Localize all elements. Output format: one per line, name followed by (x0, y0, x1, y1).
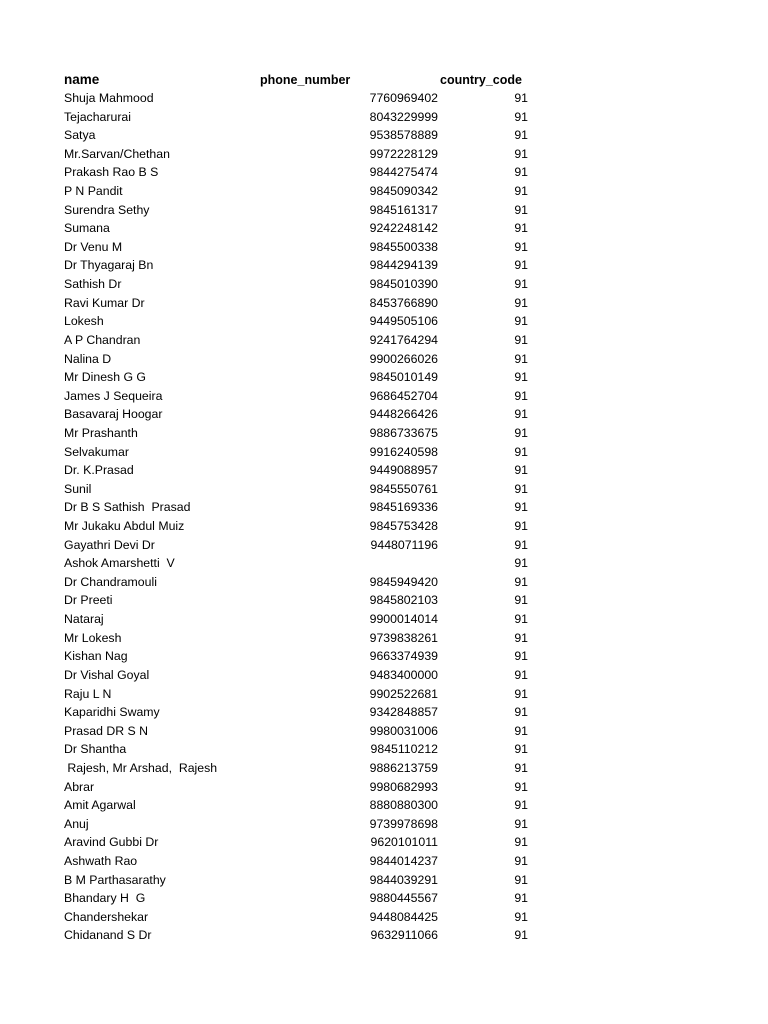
cell-country-code: 91 (514, 779, 528, 794)
table-row (0, 331, 768, 350)
cell-name: Mr Prashanth (64, 425, 138, 440)
cell-phone-number: 9448266426 (369, 407, 438, 422)
cell-name: Gayathri Devi Dr (64, 537, 155, 552)
cell-country-code: 91 (514, 556, 528, 571)
table-row (0, 145, 768, 164)
cell-country-code: 91 (514, 91, 528, 105)
cell-country-code: 91 (514, 481, 528, 496)
cell-country-code: 91 (514, 388, 528, 403)
cell-phone-number: 9845753428 (369, 519, 438, 534)
cell-name: Dr Thyagaraj Bn (64, 258, 154, 273)
cell-phone-number: 9845500338 (369, 239, 438, 254)
column-header-country-code: country_code (440, 73, 522, 87)
cell-name: B M Parthasarathy (64, 872, 166, 887)
cell-phone-number: 9844039291 (369, 872, 438, 887)
cell-country-code: 91 (514, 928, 528, 943)
cell-country-code: 91 (514, 202, 528, 217)
cell-phone-number: 9886213759 (369, 760, 438, 775)
cell-name: Kishan Nag (64, 649, 128, 664)
cell-name: P N Pandit (64, 184, 123, 199)
cell-country-code: 91 (514, 705, 528, 720)
cell-phone-number: 9449088957 (369, 463, 438, 478)
cell-name: Satya (64, 128, 96, 143)
cell-name: Tejacharurai (64, 109, 131, 124)
table-row (0, 908, 768, 927)
cell-country-code: 91 (514, 798, 528, 813)
cell-phone-number: 8880880300 (369, 798, 438, 813)
cell-phone-number: 8453766890 (369, 295, 438, 310)
cell-name: Dr Vishal Goyal (64, 667, 150, 682)
cell-name: Sathish Dr (64, 277, 122, 292)
cell-phone-number: 9483400000 (369, 667, 438, 682)
table-row (0, 833, 768, 852)
cell-name: Amit Agarwal (64, 798, 136, 813)
table-row (0, 666, 768, 685)
table-row (0, 740, 768, 759)
cell-phone-number: 9845802103 (369, 593, 438, 608)
cell-name: Sumana (64, 221, 110, 236)
cell-name: James J Sequeira (64, 388, 163, 403)
cell-name: Prakash Rao B S (64, 165, 159, 180)
cell-name: Raju L N (64, 686, 112, 701)
cell-phone-number: 9448084425 (369, 909, 438, 924)
cell-phone-number: 9902522681 (369, 686, 438, 701)
table-row (0, 703, 768, 722)
cell-name: Prasad DR S N (64, 723, 149, 738)
cell-name: Nataraj (64, 612, 104, 627)
table-row (0, 201, 768, 220)
cell-country-code: 91 (514, 909, 528, 924)
cell-country-code: 91 (514, 351, 528, 366)
cell-name: Rajesh, Mr Arshad, Rajesh (64, 760, 218, 775)
cell-phone-number: 9844294139 (369, 258, 438, 273)
cell-country-code: 91 (514, 128, 528, 143)
cell-country-code: 91 (514, 760, 528, 775)
cell-country-code: 91 (514, 221, 528, 236)
cell-phone-number: 9449505106 (369, 314, 438, 329)
table-row (0, 256, 768, 275)
cell-name: Sunil (64, 481, 92, 496)
cell-name: Ashok Amarshetti V (64, 556, 175, 571)
table-row (0, 685, 768, 704)
cell-name: Mr Jukaku Abdul Muiz (64, 519, 185, 534)
cell-country-code: 91 (514, 537, 528, 552)
cell-country-code: 91 (514, 853, 528, 868)
cell-name: Dr Shantha (64, 742, 127, 757)
column-header-name: name (64, 72, 100, 87)
table-row (0, 852, 768, 871)
cell-country-code: 91 (514, 519, 528, 534)
table-row (0, 89, 768, 108)
table-row (0, 796, 768, 815)
table-row (0, 443, 768, 462)
table-row (0, 387, 768, 406)
cell-phone-number: 9739838261 (369, 630, 438, 645)
cell-name: Kaparidhi Swamy (64, 705, 160, 720)
table-row (0, 108, 768, 127)
cell-country-code: 91 (514, 165, 528, 180)
cell-country-code: 91 (514, 612, 528, 627)
cell-country-code: 91 (514, 146, 528, 161)
cell-phone-number: 9739978698 (369, 816, 438, 831)
cell-name: Nalina D (64, 351, 112, 366)
cell-country-code: 91 (514, 314, 528, 329)
table-row (0, 275, 768, 294)
table-row (0, 405, 768, 424)
cell-name: Anuj (64, 816, 89, 831)
cell-country-code: 91 (514, 295, 528, 310)
cell-phone-number: 9845010390 (369, 277, 438, 292)
table-row (0, 815, 768, 834)
table-row (0, 926, 768, 945)
table-row (0, 871, 768, 890)
cell-phone-number: 9845110212 (370, 742, 438, 757)
cell-phone-number: 9632911066 (370, 928, 438, 943)
cell-country-code: 91 (514, 332, 528, 347)
cell-name: Dr B S Sathish Prasad (64, 500, 191, 515)
cell-country-code: 91 (514, 649, 528, 664)
table-row (0, 424, 768, 443)
cell-name: Dr Preeti (64, 593, 113, 608)
table-row (0, 536, 768, 555)
cell-phone-number: 9900266026 (369, 351, 438, 366)
cell-phone-number: 9845169336 (369, 500, 438, 515)
cell-phone-number: 9845550761 (369, 481, 438, 496)
contacts-table-body (0, 89, 768, 945)
cell-phone-number: 9845161317 (369, 202, 438, 217)
table-row (0, 238, 768, 257)
cell-phone-number: 9980031006 (369, 723, 438, 738)
cell-country-code: 91 (514, 667, 528, 682)
table-row (0, 498, 768, 517)
cell-name: Abrar (64, 779, 95, 794)
table-row (0, 610, 768, 629)
table-row (0, 889, 768, 908)
cell-name: Chidanand S Dr (64, 928, 152, 943)
cell-country-code: 91 (514, 407, 528, 422)
cell-name: Aravind Gubbi Dr (64, 835, 159, 850)
cell-phone-number: 9916240598 (369, 444, 438, 459)
cell-phone-number: 9242248142 (369, 221, 438, 236)
table-row (0, 573, 768, 592)
table-row (0, 517, 768, 536)
table-row (0, 722, 768, 741)
table-row (0, 368, 768, 387)
cell-country-code: 91 (514, 277, 528, 292)
cell-name: Basavaraj Hoogar (64, 407, 163, 422)
cell-country-code: 91 (514, 109, 528, 124)
table-row (0, 554, 768, 573)
cell-name: Mr Lokesh (64, 630, 122, 645)
cell-name: Surendra Sethy (64, 202, 150, 217)
column-header-phone-number: phone_number (260, 73, 351, 87)
table-row (0, 480, 768, 499)
cell-country-code: 91 (514, 258, 528, 273)
cell-phone-number: 9972228129 (369, 146, 438, 161)
cell-name: Bhandary H G (64, 891, 146, 906)
cell-country-code: 91 (514, 872, 528, 887)
table-row (0, 163, 768, 182)
cell-phone-number: 9880445567 (369, 891, 438, 906)
table-row (0, 759, 768, 778)
cell-name: Selvakumar (64, 444, 129, 459)
cell-country-code: 91 (514, 742, 528, 757)
cell-phone-number: 9900014014 (369, 612, 438, 627)
table-row (0, 629, 768, 648)
cell-name: Chandershekar (64, 909, 149, 924)
cell-phone-number: 7760969402 (369, 91, 438, 105)
table-row (0, 126, 768, 145)
cell-phone-number: 9538578889 (369, 128, 438, 143)
cell-country-code: 91 (514, 835, 528, 850)
table-row (0, 647, 768, 666)
cell-phone-number: 9844014237 (369, 853, 438, 868)
cell-phone-number: 9845010149 (369, 370, 438, 385)
cell-name: Ashwath Rao (64, 853, 138, 868)
cell-country-code: 91 (514, 239, 528, 254)
cell-name: Shuja Mahmood (64, 91, 154, 105)
cell-name: Lokesh (64, 314, 104, 329)
cell-name: Ravi Kumar Dr (64, 295, 145, 310)
cell-name: Mr Dinesh G G (64, 370, 146, 385)
cell-country-code: 91 (514, 425, 528, 440)
cell-phone-number: 9342848857 (369, 705, 438, 720)
cell-phone-number: 9448071196 (370, 537, 438, 552)
table-row (0, 312, 768, 331)
cell-country-code: 91 (514, 816, 528, 831)
table-row (0, 591, 768, 610)
cell-phone-number: 9845949420 (369, 574, 438, 589)
cell-name: A P Chandran (64, 332, 141, 347)
table-row (0, 294, 768, 313)
cell-phone-number: 9686452704 (369, 388, 438, 403)
table-row (0, 182, 768, 201)
cell-phone-number: 8043229999 (369, 109, 438, 124)
cell-country-code: 91 (514, 593, 528, 608)
cell-country-code: 91 (514, 686, 528, 701)
cell-phone-number: 9620101011 (370, 835, 438, 850)
cell-name: Mr.Sarvan/Chethan (64, 146, 170, 161)
cell-country-code: 91 (514, 574, 528, 589)
table-row (0, 350, 768, 369)
cell-name: Dr Venu M (64, 239, 123, 254)
cell-phone-number: 9886733675 (369, 425, 438, 440)
cell-country-code: 91 (514, 444, 528, 459)
cell-phone-number: 9663374939 (369, 649, 438, 664)
cell-name: Dr Chandramouli (64, 574, 157, 589)
cell-name: Dr. K.Prasad (64, 463, 134, 478)
cell-country-code: 91 (514, 723, 528, 738)
cell-country-code: 91 (514, 891, 528, 906)
cell-phone-number: 9241764294 (369, 332, 438, 347)
cell-country-code: 91 (514, 184, 528, 199)
table-row (0, 778, 768, 797)
cell-phone-number: 9844275474 (369, 165, 438, 180)
cell-country-code: 91 (514, 370, 528, 385)
cell-phone-number: 9980682993 (369, 779, 438, 794)
cell-country-code: 91 (514, 463, 528, 478)
cell-phone-number: 9845090342 (369, 184, 438, 199)
cell-country-code: 91 (514, 500, 528, 515)
table-row (0, 461, 768, 480)
table-row (0, 219, 768, 238)
cell-country-code: 91 (514, 630, 528, 645)
